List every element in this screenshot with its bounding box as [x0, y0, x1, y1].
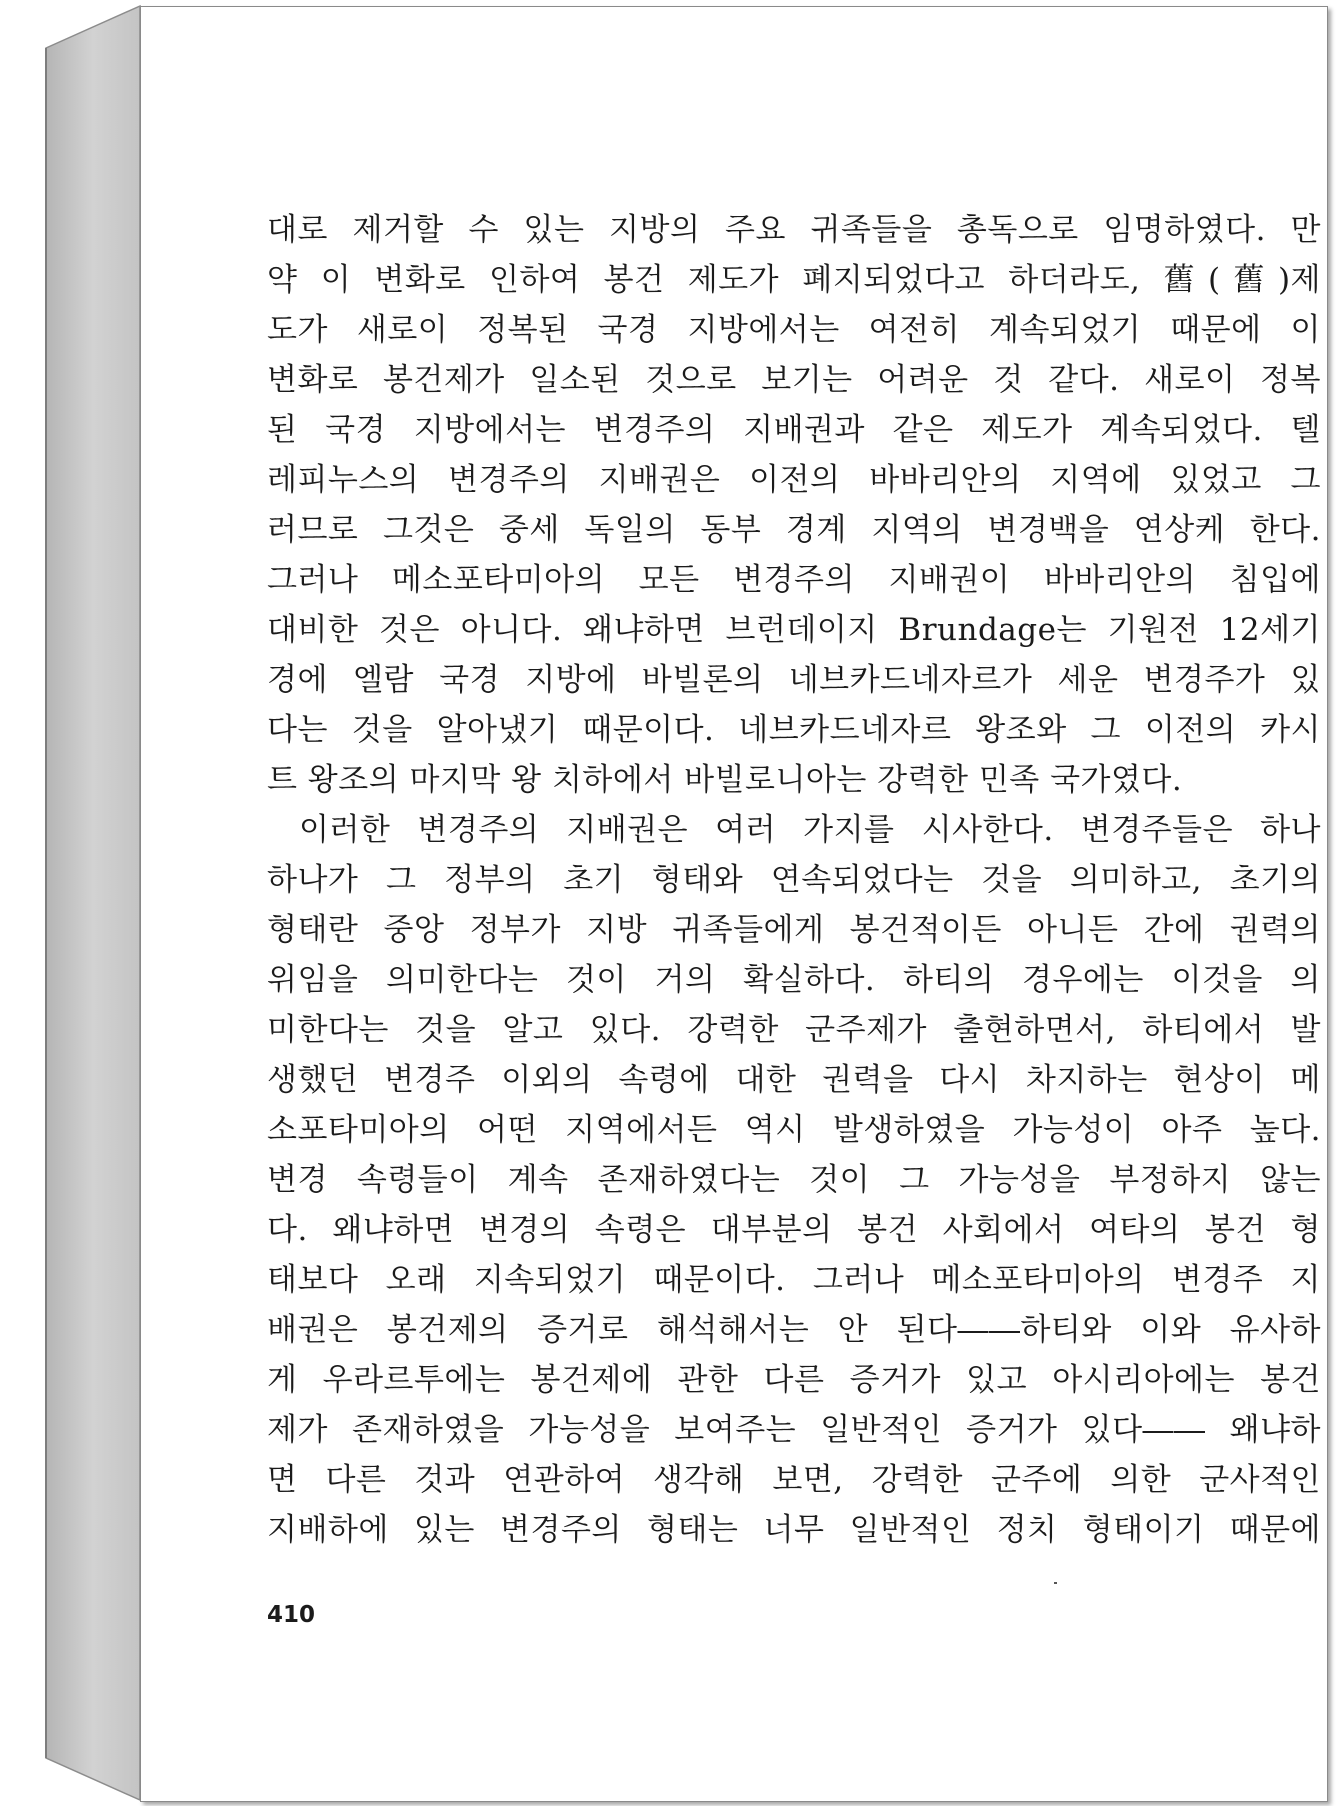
page-body-text	[267, 205, 1321, 1555]
text-line: 러므로 그것은 중세 독일의 동부 경계 지역의 변경백을 연상케 한다.	[267, 512, 1321, 548]
text-line: 형태란 중앙 정부가 지방 귀족들에게 봉건적이든 아니든 간에 권력의	[267, 912, 1321, 948]
text-line: 위임을 의미한다는 것이 거의 확실하다. 하티의 경우에는 이것을 의	[267, 962, 1321, 998]
text-line: 미한다는 것을 알고 있다. 강력한 군주제가 출현하면서, 하티에서 발	[267, 1012, 1321, 1048]
page-number: 410	[267, 1602, 316, 1628]
text-line: 도가 새로이 정복된 국경 지방에서는 여전히 계속되었기 때문에 이	[267, 312, 1321, 348]
text-line: 면 다른 것과 연관하여 생각해 보면, 강력한 군주에 의한 군사적인	[267, 1462, 1321, 1498]
text-line: 대비한 것은 아니다. 왜냐하면 브런데이지 Brundage는 기원전 12세기	[267, 612, 1321, 648]
book-page	[140, 6, 1328, 1802]
text-line: 제가 존재하였을 가능성을 보여주는 일반적인 증거가 있다―― 왜냐하	[267, 1412, 1321, 1448]
text-line: 된 국경 지방에서는 변경주의 지배권과 같은 제도가 계속되었다. 텔	[267, 412, 1321, 448]
text-line: 그러나 메소포타미아의 모든 변경주의 지배권이 바바리안의 침입에	[267, 562, 1321, 598]
text-line: 다는 것을 알아냈기 때문이다. 네브카드네자르 왕조와 그 이전의 카시	[267, 712, 1321, 748]
text-line: 생했던 변경주 이외의 속령에 대한 권력을 다시 차지하는 현상이 메	[267, 1062, 1321, 1098]
text-line: 다. 왜냐하면 변경의 속령은 대부분의 봉건 사회에서 여타의 봉건 형	[267, 1212, 1321, 1248]
text-line: 이러한 변경주의 지배권은 여러 가지를 시사한다. 변경주들은 하나	[299, 812, 1321, 848]
text-line: 경에 엘람 국경 지방에 바빌론의 네브카드네자르가 세운 변경주가 있	[267, 662, 1321, 698]
text-line: 변화로 봉건제가 일소된 것으로 보기는 어려운 것 같다. 새로이 정복	[267, 362, 1321, 398]
text-line: 소포타미아의 어떤 지역에서든 역시 발생하였을 가능성이 아주 높다.	[267, 1112, 1321, 1148]
text-line: 대로 제거할 수 있는 지방의 주요 귀족들을 총독으로 임명하였다. 만	[267, 212, 1321, 248]
text-line: 하나가 그 정부의 초기 형태와 연속되었다는 것을 의미하고, 초기의	[267, 862, 1321, 898]
text-line: 트 왕조의 마지막 왕 치하에서 바빌로니아는 강력한 민족 국가였다.	[267, 762, 1183, 798]
text-line: 변경 속령들이 계속 존재하였다는 것이 그 가능성을 부정하지 않는	[267, 1162, 1321, 1198]
scan-speck	[1054, 1582, 1057, 1584]
text-line: 약 이 변화로 인하여 봉건 제도가 폐지되었다고 하더라도, 舊(舊)제	[267, 262, 1321, 298]
text-line: 게 우라르투에는 봉건제에 관한 다른 증거가 있고 아시리아에는 봉건	[267, 1362, 1321, 1398]
text-line: 레피누스의 변경주의 지배권은 이전의 바바리안의 지역에 있었고 그	[267, 462, 1321, 498]
text-line: 배권은 봉건제의 증거로 해석해서는 안 된다――하티와 이와 유사하	[267, 1312, 1321, 1348]
text-line: 태보다 오래 지속되었기 때문이다. 그러나 메소포타미아의 변경주 지	[267, 1262, 1321, 1298]
text-line: 지배하에 있는 변경주의 형태는 너무 일반적인 정치 형태이기 때문에	[267, 1512, 1321, 1548]
